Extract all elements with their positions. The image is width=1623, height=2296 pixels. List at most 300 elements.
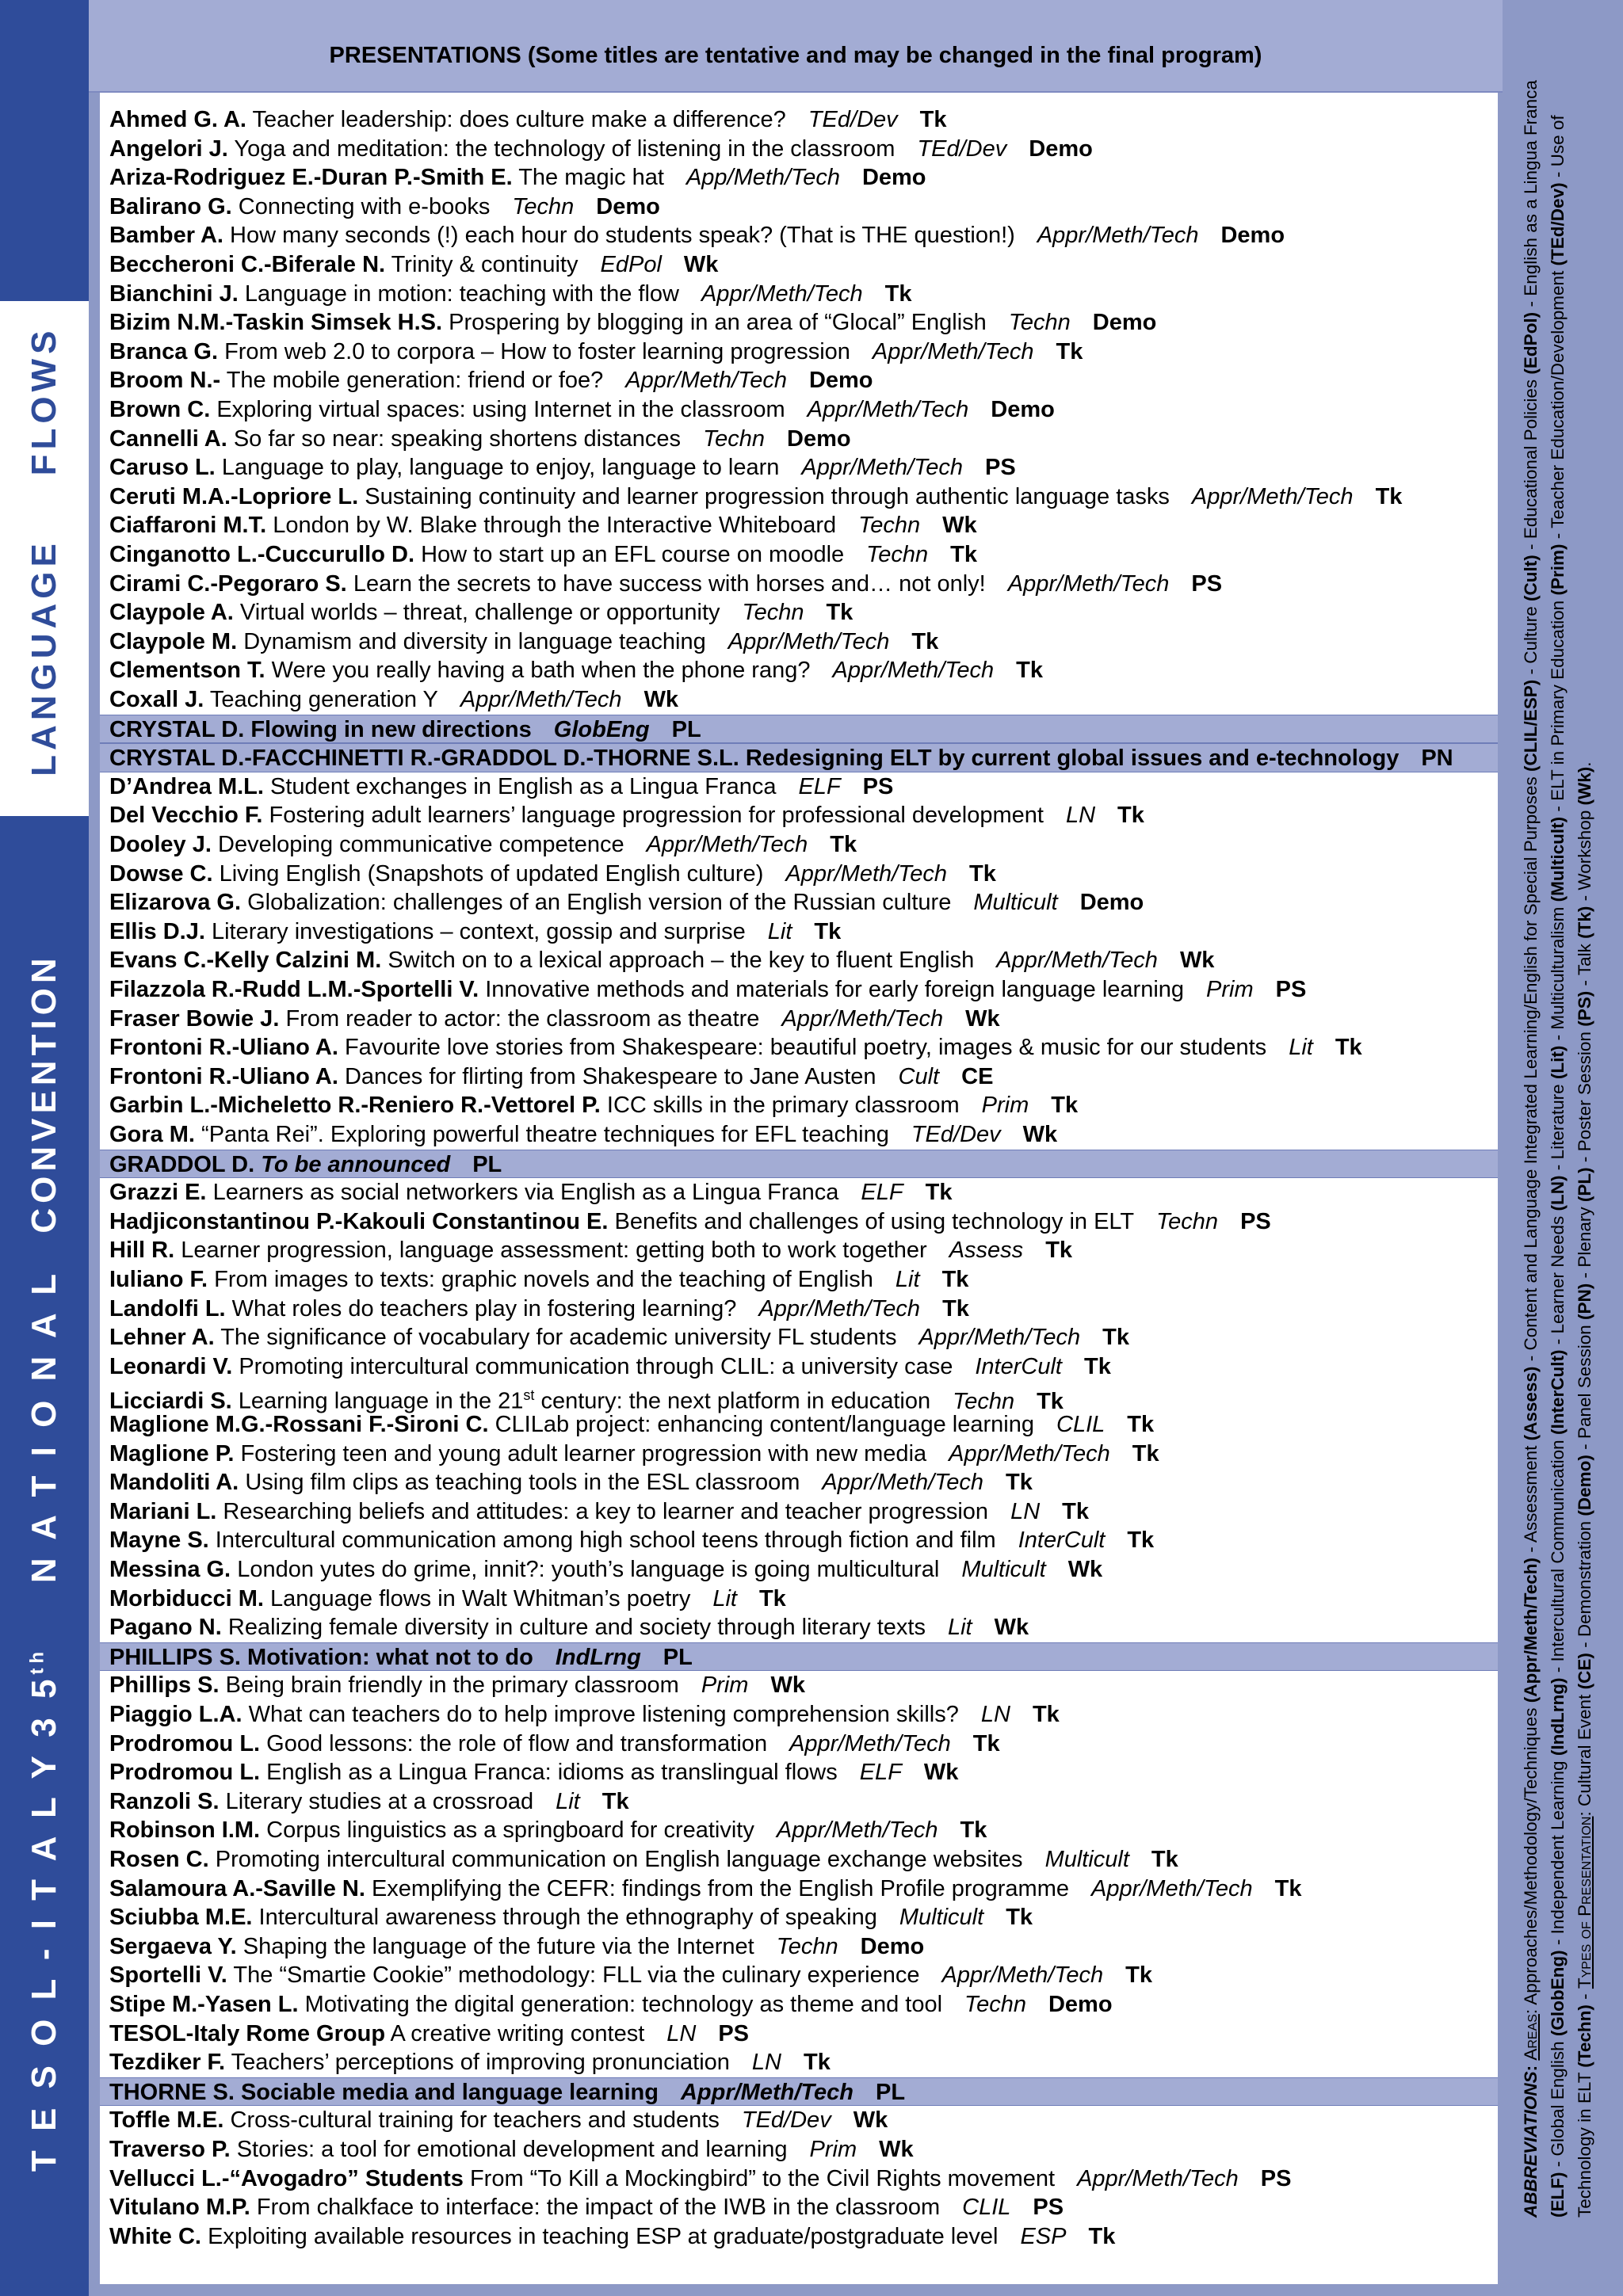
presentation-text xyxy=(109,801,1144,830)
presentation-title: Literary investigations – context, gossip and surprise xyxy=(211,918,746,944)
presentation-row xyxy=(100,2048,1498,2077)
abbr-area-code: (ELF) xyxy=(1548,2172,1568,2218)
presentation-area: Multicult xyxy=(961,1557,1046,1582)
presentation-title: Motivating the digital generation: technology as theme and tool xyxy=(304,1992,943,2017)
sidebar-th: th xyxy=(26,1646,48,1675)
presentation-list xyxy=(100,93,1498,2284)
presentation-title: The mobile generation: friend or foe? xyxy=(226,368,604,394)
presentation-row xyxy=(100,1468,1498,1497)
presentation-area: Techn xyxy=(866,542,929,567)
presentation-type: PS xyxy=(985,455,1016,481)
presentation-area: EdPol xyxy=(600,252,662,277)
presentation-area: Techn xyxy=(1008,310,1071,336)
presenter-name: Iuliano F. xyxy=(109,1267,208,1292)
presenter-name: Morbiducci M. xyxy=(109,1585,264,1611)
presentation-area: TEd/Dev xyxy=(741,2107,831,2134)
presentation-title-cont: century: the next platform in education xyxy=(534,1389,931,1415)
presentation-type: Wk xyxy=(923,1760,959,1786)
abbr-type-text: - Panel Session xyxy=(1575,1325,1594,1450)
presentation-title: Were you really having a bath when the phone rang? xyxy=(271,658,811,684)
presentation-type: Tk xyxy=(1006,1470,1033,1496)
presentation-row xyxy=(100,2019,1498,2049)
presentation-area: ESP xyxy=(1020,2223,1067,2249)
presentation-row xyxy=(100,2164,1498,2194)
abbr-area-code: (InterCult) xyxy=(1548,1349,1568,1436)
presentation-text xyxy=(109,280,911,309)
presentation-title: Flowing in new directions xyxy=(250,716,532,742)
presentation-text xyxy=(109,1990,1113,2019)
presentation-row xyxy=(100,1497,1498,1527)
presenter-name: Cirami C.-Pegoraro S. xyxy=(109,570,347,597)
presentation-row xyxy=(100,540,1498,570)
presenter-name: Sergaeva Y. xyxy=(109,1933,237,1959)
presentation-row xyxy=(100,105,1498,135)
abbr-type-text: - Demonstration xyxy=(1575,1520,1594,1648)
presentation-text xyxy=(109,570,1222,599)
presenter-name: Dooley J. xyxy=(109,832,212,857)
presentation-text xyxy=(109,830,857,860)
presentation-type: Tk xyxy=(814,918,842,944)
presentation-row xyxy=(100,1613,1498,1642)
presentation-row xyxy=(100,1700,1498,1730)
presentation-title: Dances for flirting from Shakespeare to Jane Austen xyxy=(344,1063,876,1089)
presentation-title: “Panta Rei”. Exploring powerful theatre techniques for EFL teaching xyxy=(201,1122,889,1147)
presentation-type: Tk xyxy=(1132,1440,1159,1466)
presentation-row xyxy=(100,482,1498,512)
presentation-area: Appr/Meth/Tech xyxy=(1077,2165,1239,2191)
presentation-type: PS xyxy=(718,2020,750,2046)
presentation-area: ELF xyxy=(861,1180,903,1206)
presentation-text xyxy=(109,1758,958,1787)
presentation-title: To be announced xyxy=(261,1151,451,1177)
presenter-name: GRADDOL D. xyxy=(109,1151,255,1177)
presenter-name: Branca G. xyxy=(109,338,218,364)
presenter-name: Frontoni R.-Uliano A. xyxy=(109,1063,338,1089)
abbr-area-code: (Techn) xyxy=(1575,2004,1594,2068)
presentation-row xyxy=(100,1091,1498,1120)
presentation-title: From “To Kill a Mockingbird” to the Civil Rights movement xyxy=(469,2165,1056,2191)
presentation-row xyxy=(100,193,1498,222)
presentation-text xyxy=(109,1033,1362,1062)
presentation-title: Sociable media and language learning xyxy=(240,2079,659,2105)
presentation-type: PN xyxy=(1421,746,1453,772)
presentation-area: Lit xyxy=(895,1267,920,1292)
presentation-row xyxy=(100,1787,1498,1817)
presentation-title: Exemplifying the CEFR: findings from the English Profile programme xyxy=(371,1875,1069,1901)
abbr-area-code: (GlobEng) xyxy=(1548,1950,1568,2037)
presentation-area: TEd/Dev xyxy=(917,135,1007,162)
presenter-name: Dowse C. xyxy=(109,860,213,887)
presentation-type: PS xyxy=(1033,2195,1064,2221)
presentation-row xyxy=(100,598,1498,627)
presentation-area: Prim xyxy=(701,1672,749,1699)
abbr-areas-label: Areas xyxy=(1521,2014,1541,2061)
abbr-type-text: Cultural Event xyxy=(1575,1694,1594,1807)
presenter-name: Landolfi L. xyxy=(109,1295,226,1322)
presentation-row xyxy=(100,1236,1498,1265)
abbr-area-code: (IndLrng) xyxy=(1548,1677,1568,1756)
presentation-type: Demo xyxy=(1092,310,1157,336)
presenter-name: Hill R. xyxy=(109,1238,175,1264)
abbr-type-text: - Workshop xyxy=(1575,810,1594,902)
abbr-area-text: - Teacher Education/Development xyxy=(1548,270,1568,540)
presentation-area: Prim xyxy=(809,2137,857,2162)
abbr-area-text: - ELT in Primary Education xyxy=(1548,600,1568,812)
presentation-row xyxy=(100,830,1498,860)
presentation-area: GlobEng xyxy=(553,716,650,742)
presentation-text xyxy=(109,1265,968,1295)
abbr-type-code: (PS) xyxy=(1575,990,1594,1027)
presentation-title: What can teachers do to help improve listening comprehension skills? xyxy=(248,1702,959,1727)
abbr-area-code: (Appr/Meth/Tech) xyxy=(1521,1557,1541,1703)
presentation-text xyxy=(109,772,893,802)
presentation-text xyxy=(109,627,938,657)
presentation-type: Tk xyxy=(911,628,939,654)
presentation-text xyxy=(109,540,977,570)
presentation-type: Wk xyxy=(1022,1122,1058,1147)
abbr-type-code: (PN) xyxy=(1575,1283,1594,1320)
presentation-row xyxy=(100,1642,1498,1672)
presentation-type: Tk xyxy=(1335,1035,1362,1061)
presentation-title: Cross-cultural training for teachers and students xyxy=(230,2107,720,2134)
presentation-area: Appr/Meth/Tech xyxy=(680,2079,854,2105)
presenter-name: Sciubba M.E. xyxy=(109,1905,253,1931)
presentation-area: Appr/Meth/Tech xyxy=(1037,223,1199,249)
abbr-type-code: (PL) xyxy=(1575,1167,1594,1203)
presentation-text xyxy=(109,888,1144,917)
presentation-type: Tk xyxy=(1151,1847,1178,1872)
abbr-area-code: (Assess) xyxy=(1521,1366,1541,1441)
presentation-title: London yutes do grime, innit?: youth’s language is going multicultural xyxy=(237,1557,940,1582)
presentation-title: Innovative methods and materials for early foreign language learning xyxy=(485,977,1185,1002)
presenter-name: D’Andrea M.L. xyxy=(109,773,264,799)
presentation-type: Tk xyxy=(758,1585,786,1611)
presentation-type: Tk xyxy=(1117,803,1144,829)
presentation-type: Tk xyxy=(826,600,854,626)
presenter-name: PHILLIPS S. xyxy=(109,1644,241,1670)
presentation-area: Techn xyxy=(964,1992,1026,2017)
presentation-row xyxy=(100,366,1498,395)
presenter-name: Prodromou L. xyxy=(109,1760,261,1786)
presentation-row xyxy=(100,1845,1498,1875)
presentation-title: Prospering by blogging in an area of “Glocal” English xyxy=(449,310,987,336)
presentation-type: Tk xyxy=(1375,483,1403,509)
presentation-text xyxy=(109,975,1306,1005)
presentation-row xyxy=(100,250,1498,280)
presentation-text xyxy=(109,1526,1154,1555)
abbr-types-label: Types of Presentation xyxy=(1575,1816,1594,1989)
presentation-row xyxy=(100,453,1498,482)
presentation-title: Sustaining continuity and learner progression through authentic language tasks xyxy=(365,483,1170,509)
presenter-name: Claypole M. xyxy=(109,628,238,654)
presentation-row xyxy=(100,888,1498,917)
presentation-row xyxy=(100,1323,1498,1352)
presentation-title: Exploiting available resources in teaching ESP at graduate/postgraduate level xyxy=(208,2223,999,2249)
presentation-area: Prim xyxy=(981,1093,1029,1119)
presentation-row xyxy=(100,570,1498,599)
presentation-type: Demo xyxy=(1079,890,1144,916)
presentation-text xyxy=(109,1468,1033,1497)
presentation-text xyxy=(109,1440,1159,1469)
presentation-row xyxy=(100,975,1498,1005)
presentation-row xyxy=(100,1381,1498,1415)
presentation-title: Promoting intercultural communication on English language exchange websites xyxy=(215,1847,1023,1872)
sidebar-convention: CONVENTION xyxy=(25,953,63,1234)
presentation-row xyxy=(100,338,1498,367)
presentation-type: Tk xyxy=(1274,1875,1302,1901)
presentation-row xyxy=(100,946,1498,975)
presentation-text xyxy=(109,1150,502,1180)
presentation-title: Living English (Snapshots of updated English culture) xyxy=(219,860,764,887)
presenter-name: Traverso P. xyxy=(109,2137,231,2162)
presentation-area: TEd/Dev xyxy=(808,107,898,132)
presentation-type: Tk xyxy=(925,1180,953,1206)
presenter-name: Pagano N. xyxy=(109,1615,222,1641)
presentation-row xyxy=(100,511,1498,540)
presentation-type: Wk xyxy=(770,1672,805,1699)
presentation-row xyxy=(100,1120,1498,1150)
sidebar-tesol: T E S O L - I T A L Y 3 5 xyxy=(25,1674,63,2172)
presentation-text xyxy=(109,1178,952,1207)
page-title: PRESENTATIONS (Some titles are tentative and may be changed in the final program) xyxy=(329,43,1262,68)
presentation-text xyxy=(109,338,1083,367)
presentation-text xyxy=(109,1062,993,1092)
presentation-row xyxy=(100,715,1498,744)
presentation-text xyxy=(109,453,1016,482)
presenter-name: Garbin L.-Micheletto R.-Reniero R.-Vettorel P. xyxy=(109,1093,601,1119)
presentation-type: Wk xyxy=(1179,948,1215,974)
presentation-text xyxy=(109,2193,1064,2222)
presentation-title: Teachers’ perceptions of improving pronunciation xyxy=(231,2050,730,2076)
presenter-name: Robinson I.M. xyxy=(109,1817,261,1844)
presenter-name: White C. xyxy=(109,2223,201,2249)
presenter-name: Balirano G. xyxy=(109,193,232,219)
presentation-text xyxy=(109,221,1285,250)
presentation-text xyxy=(109,2048,831,2077)
presenter-name: TESOL-Italy Rome Group xyxy=(109,2020,386,2046)
presentation-title: Benefits and challenges of using technology in ELT xyxy=(614,1208,1135,1234)
presentation-type: PS xyxy=(862,773,894,799)
presentation-row xyxy=(100,1555,1498,1585)
presentation-row xyxy=(100,1758,1498,1787)
presentation-title: A creative writing contest xyxy=(390,2020,645,2046)
presentation-area: Prim xyxy=(1206,977,1254,1002)
presentation-title: The significance of vocabulary for academic university FL students xyxy=(220,1325,897,1351)
presenter-name: Cannelli A. xyxy=(109,425,227,452)
presentation-text xyxy=(109,395,1055,425)
presentation-row xyxy=(100,627,1498,657)
presenter-name: Angelori J. xyxy=(109,135,228,162)
presentation-text xyxy=(109,511,977,540)
presentation-type: Tk xyxy=(1056,338,1083,364)
abbr-type-text: - Poster Session xyxy=(1575,1032,1594,1163)
presentation-type: Wk xyxy=(683,252,719,277)
presentation-row xyxy=(100,1178,1498,1207)
presenter-name: Toffle M.E. xyxy=(109,2107,224,2134)
presentation-area: LN xyxy=(980,1702,1010,1727)
presentation-type: Tk xyxy=(942,1295,969,1322)
presentation-title: From images to texts: graphic novels and the teaching of English xyxy=(214,1267,873,1292)
presentation-area: LN xyxy=(1010,1498,1041,1524)
presentation-row xyxy=(100,1816,1498,1845)
presentation-area: Appr/Meth/Tech xyxy=(996,948,1158,974)
presentation-type: Demo xyxy=(787,425,851,452)
presentation-area: Techn xyxy=(512,193,575,219)
presentation-row xyxy=(100,2193,1498,2222)
presentation-type: Tk xyxy=(1051,1093,1079,1119)
presentation-title: Motivation: what not to do xyxy=(247,1644,533,1670)
presentation-text xyxy=(109,1787,629,1817)
presentation-row xyxy=(100,2222,1498,2252)
presentation-type: Tk xyxy=(1127,1527,1155,1554)
presentation-type: PL xyxy=(876,2079,906,2105)
abbr-area-code: (Cult) xyxy=(1521,555,1541,601)
presentation-text xyxy=(109,715,701,745)
presenter-name: Hadjiconstantinou P.-Kakouli Constantinou E. xyxy=(109,1208,609,1234)
presentation-area: Lit xyxy=(712,1585,737,1611)
presentation-title: Developing communicative competence xyxy=(218,832,624,857)
presentation-area: Appr/Meth/Tech xyxy=(918,1325,1081,1351)
presenter-name: Fraser Bowie J. xyxy=(109,1005,280,1032)
presentation-area: Lit xyxy=(767,918,792,944)
presentation-area: Cult xyxy=(898,1063,940,1089)
presentation-title: Teacher leadership: does culture make a difference? xyxy=(252,107,786,132)
presentation-text xyxy=(109,1845,1178,1875)
presentation-text xyxy=(109,2222,1115,2252)
presentation-text xyxy=(109,1643,693,1672)
presenter-name: Ciaffaroni M.T. xyxy=(109,513,267,539)
presentation-type: CE xyxy=(961,1063,994,1089)
presentation-title: Intercultural communication among high school teens through fiction and film xyxy=(215,1527,996,1554)
presentation-text xyxy=(109,1700,1060,1730)
presentation-title: Connecting with e-books xyxy=(238,193,491,219)
presentation-title: The “Smartie Cookie” methodology: FLL via the culinary experience xyxy=(233,1962,920,1989)
abbr-area-text: - Assessment xyxy=(1521,1445,1541,1553)
sidebar-flows: FLOWS xyxy=(25,326,63,476)
presentation-row xyxy=(100,1526,1498,1555)
presentation-area: ELF xyxy=(798,773,841,799)
presenter-name: Licciardi S. xyxy=(109,1389,232,1415)
presenter-name: Beccheroni C.-Biferale N. xyxy=(109,252,386,277)
presentation-text xyxy=(109,482,1402,512)
presentation-type: PS xyxy=(1240,1208,1271,1234)
presentation-area: Appr/Meth/Tech xyxy=(822,1470,984,1496)
presentation-title: Virtual worlds – threat, challenge or opportunity xyxy=(239,600,720,626)
presentation-text xyxy=(109,1613,1029,1642)
abbr-area-text: - Independent Learning xyxy=(1548,1760,1568,1946)
presenter-name: Tezdiker F. xyxy=(109,2050,226,2076)
presentation-type: Demo xyxy=(861,165,926,191)
presentation-area: Lit xyxy=(1289,1035,1313,1061)
presentation-type: Tk xyxy=(960,1817,987,1844)
presentation-text xyxy=(109,308,1156,338)
presentation-row xyxy=(100,395,1498,425)
presentation-title: From reader to actor: the classroom as theatre xyxy=(285,1005,760,1032)
presentation-type: Tk xyxy=(601,1788,629,1814)
presenter-name: Salamoura A.-Saville N. xyxy=(109,1875,365,1901)
presenter-name: Ellis D.J. xyxy=(109,918,205,944)
presentation-text xyxy=(109,1352,1111,1382)
presentation-area: TEd/Dev xyxy=(911,1122,1001,1147)
presentation-row xyxy=(100,1903,1498,1932)
abbr-area-text: - English as a Lingua Franca xyxy=(1521,80,1541,307)
presentation-title: Redesigning ELT by current global issues and e-technology xyxy=(745,746,1400,772)
presentation-text xyxy=(109,2106,888,2135)
presentation-title: Stories: a tool for emotional development and learning xyxy=(236,2137,788,2162)
presentation-area: Techn xyxy=(742,600,804,626)
abbr-area-text: - Culture xyxy=(1521,606,1541,675)
presentation-type: PS xyxy=(1260,2165,1292,2191)
presentation-type: PL xyxy=(663,1644,693,1670)
presentation-text xyxy=(109,1555,1102,1585)
presentation-area: Techn xyxy=(953,1389,1015,1415)
presentation-title: Switch on to a lexical approach – the key to fluent English xyxy=(388,948,975,974)
presentation-text xyxy=(109,1410,1154,1440)
title-superscript: st xyxy=(523,1387,535,1404)
presentation-row xyxy=(100,917,1498,947)
presenter-name: Gora M. xyxy=(109,1122,195,1147)
presentation-text xyxy=(109,1932,924,1962)
presentation-type: Wk xyxy=(965,1005,1000,1032)
abbr-type-code: (Demo) xyxy=(1575,1455,1594,1516)
presentation-type: PS xyxy=(1191,570,1223,597)
presentation-area: InterCult xyxy=(1018,1527,1106,1554)
abbr-type-code: (Tk) xyxy=(1575,906,1594,939)
presentation-text xyxy=(109,1207,1271,1237)
abbr-area-text: - Use of Technology in ELT xyxy=(1548,115,1594,2218)
presenter-name: Broom N.- xyxy=(109,368,221,394)
presentation-text xyxy=(109,1903,1033,1932)
presentation-text xyxy=(109,1295,969,1324)
presenter-name: Vitulano M.P. xyxy=(109,2195,250,2221)
presenter-name: Ranzoli S. xyxy=(109,1788,220,1814)
presentation-text xyxy=(109,917,841,947)
presenter-name: Grazzi E. xyxy=(109,1180,207,1206)
presenter-name: Bamber A. xyxy=(109,223,223,249)
presentation-area: Techn xyxy=(858,513,921,539)
abbr-area-text: Approaches/Methodology/Techniques xyxy=(1521,1707,1541,2005)
presentation-row xyxy=(100,221,1498,250)
presentation-area: Multicult xyxy=(973,890,1058,916)
presentation-text xyxy=(109,1816,987,1845)
presentation-title: Shaping the language of the future via the Internet xyxy=(242,1933,754,1959)
abbr-type-text: - Talk xyxy=(1575,944,1594,986)
presentation-text xyxy=(109,744,1453,773)
presentation-type: PS xyxy=(1275,977,1307,1002)
abbr-label: ABBREVIATIONS xyxy=(1521,2071,1541,2218)
presentation-row xyxy=(100,860,1498,889)
presentation-text xyxy=(109,1497,1089,1527)
presenter-name: Sportelli V. xyxy=(109,1962,227,1989)
abbr-type-text: - Plenary xyxy=(1575,1207,1594,1279)
presentation-type: Tk xyxy=(830,832,857,857)
presentation-text xyxy=(109,250,718,280)
page-header xyxy=(89,0,1503,93)
presenter-name: Caruso L. xyxy=(109,455,216,481)
presentation-row xyxy=(100,135,1498,164)
presentation-type: Wk xyxy=(879,2137,914,2162)
presenter-name: Mandoliti A. xyxy=(109,1470,239,1496)
presentation-area: Techn xyxy=(776,1933,838,1959)
presenter-name: Vellucci L.-“Avogadro” Students xyxy=(109,2165,464,2191)
presentation-area: LN xyxy=(666,2020,697,2046)
presentation-area: Lit xyxy=(947,1615,972,1641)
presentation-type: Tk xyxy=(950,542,977,567)
presentation-row xyxy=(100,1410,1498,1440)
presentation-row xyxy=(100,425,1498,454)
presentation-text xyxy=(109,946,1214,975)
presentation-row xyxy=(100,1671,1498,1700)
